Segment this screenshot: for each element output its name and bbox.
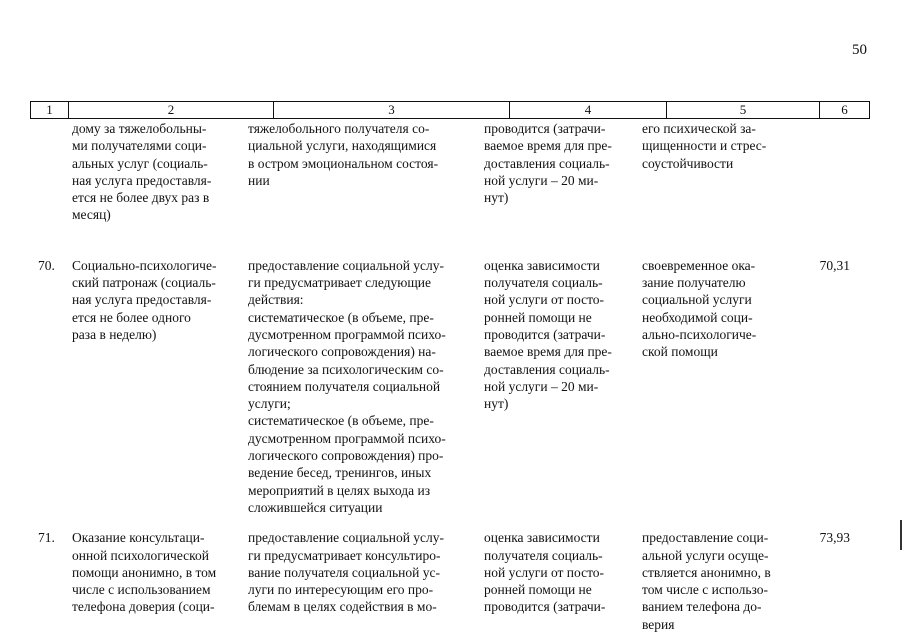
- result-cell: предоставление соци- альной услуги осуще- ствляется анонимно, в том числе с использо- ванием телефона до- верия: [642, 530, 771, 632]
- table-body: [30, 120, 870, 633]
- evaluation-cell: оценка зависимости получателя социаль- ной услуги от посто- ронней помощи не проводится (затрачи- ваемое время для пре- доставления социаль- ной услуги – 20 ми- нут): [484, 257, 612, 412]
- row-number: [30, 120, 70, 224]
- evaluation-cell: проводится (затрачи- ваемое время для пре- доставления социаль- ной услуги – 20 ми- нут): [484, 121, 612, 206]
- price-cell: 73,93: [819, 530, 850, 546]
- column-number-6: 6: [841, 102, 848, 117]
- column-number-5: 5: [667, 102, 820, 118]
- table-column-numbers-row: [30, 101, 870, 119]
- price-cell: 70,31: [819, 257, 850, 273]
- service-content-cell: тяжелобольного получателя со- циальной услуги, находящимися в остром эмоциональном состоя- нии: [248, 121, 439, 188]
- service-name-cell: дому за тяжелобольны- ми получателями соци- альных услуг (социаль- ная услуга предоставля- ется не более двух раз в месяц): [72, 121, 212, 223]
- evaluation-cell: оценка зависимости получателя социаль- ной услуги от посто- ронней помощи не проводится (затрачи-: [484, 530, 606, 615]
- result-cell: своевременное ока- зание получателю социальной услуги необходимой соци- ально-психологиче- ской помощи: [642, 257, 757, 360]
- service-name-cell: Социально-психологиче- ский патронаж (социаль- ная услуга предоставля- ется не более одного раза в неделю): [72, 257, 217, 342]
- column-number-3: 3: [274, 102, 510, 118]
- page-number: 50: [852, 42, 867, 58]
- table-row-70: [30, 257, 870, 516]
- service-content-cell: предоставление социальной услу- ги предусматривает консультиро- вание получателя социальной ус- луги по интересующим его про- блемам в целях содействия в мо-: [248, 530, 445, 615]
- column-number-1: 1: [31, 102, 69, 118]
- table-row-continued: [30, 120, 870, 224]
- row-number: 70.: [38, 257, 55, 273]
- table-row-71: [30, 529, 870, 633]
- row-number: 71.: [38, 530, 55, 546]
- column-number-2: 2: [69, 102, 274, 118]
- result-cell: его психической за- щищенности и стрес- соустойчивости: [642, 121, 767, 171]
- service-content-cell: предоставление социальной услу- ги предусматривает следующие действия: систематическое (в объеме, пре- дусмотренном программой психо- логического сопровождения) на- блюдение за психологическим со- стоянием получателя социальной услуги; систематическое (в объеме, пре- дусмотренном программой психо- логического сопровождения) про- ведение бесед, тренингов, иных мероприятий в целях выхода из сложившейся ситуации: [248, 257, 446, 515]
- price-cell: [792, 120, 860, 224]
- service-name-cell: Оказание консультаци- онной психологической помощи анонимно, в том числе с использованием телефона доверия (соци-: [72, 530, 217, 615]
- column-number-4: 4: [510, 102, 667, 118]
